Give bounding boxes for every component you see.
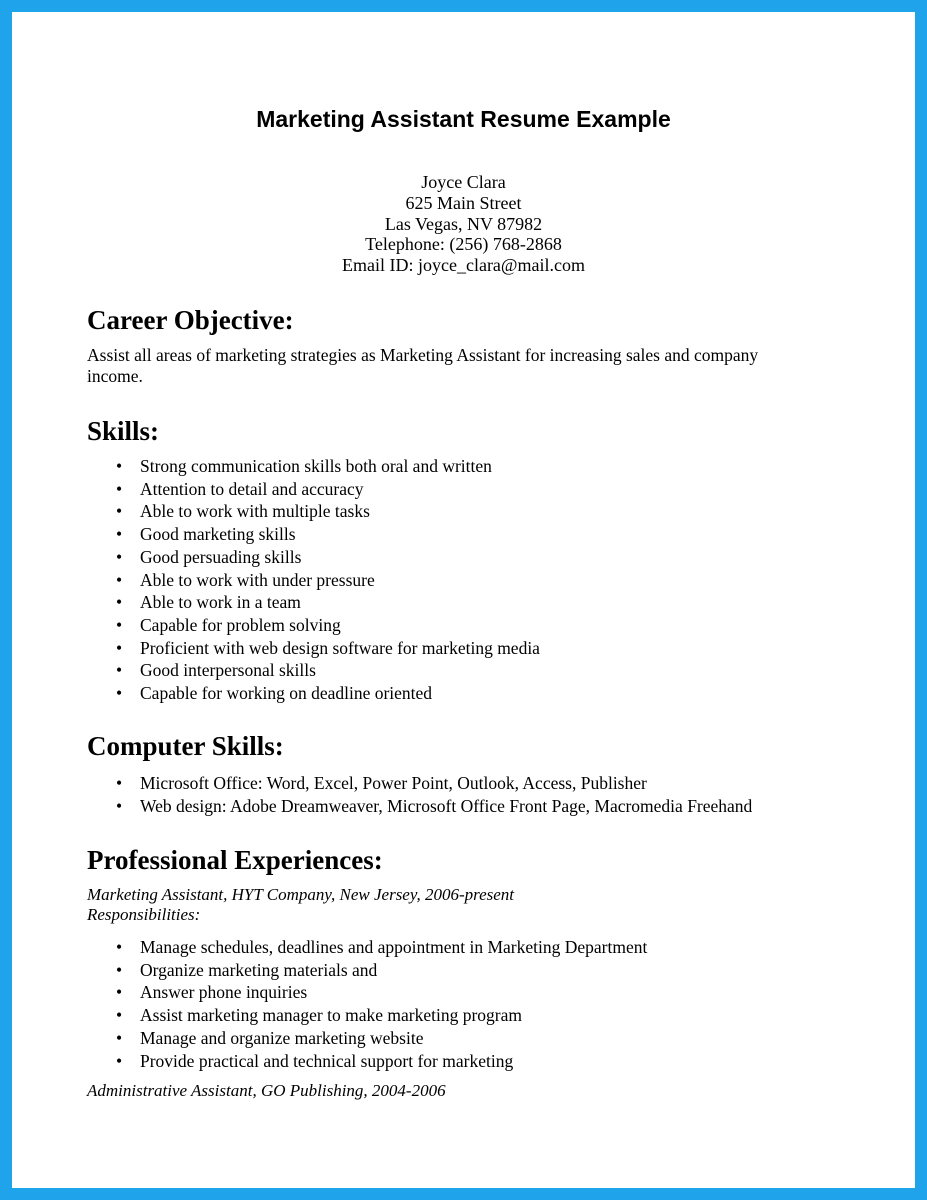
resume-title: Marketing Assistant Resume Example bbox=[256, 106, 671, 132]
computer-skill-item: • Microsoft Office: Word, Excel, Power Point, Outlook, Access, Publisher bbox=[87, 772, 752, 795]
responsibility-item: • Provide practical and technical support for marketing bbox=[87, 1050, 647, 1073]
contact-telephone: Telephone: (256) 768-2868 bbox=[365, 234, 562, 255]
skill-item: • Attention to detail and accuracy bbox=[87, 478, 540, 501]
skill-item: • Able to work with under pressure bbox=[87, 569, 540, 592]
career-objective-text: Assist all areas of marketing strategies as Marketing Assistant for increasing sales and company income. bbox=[87, 345, 759, 386]
skill-item: • Good interpersonal skills bbox=[87, 659, 540, 682]
contact-name: Joyce Clara bbox=[421, 172, 506, 192]
skill-item: • Able to work with multiple tasks bbox=[87, 500, 540, 523]
contact-street: 625 Main Street bbox=[405, 192, 522, 213]
job-title-1: Marketing Assistant, HYT Company, New Jersey, 2006-present bbox=[87, 885, 515, 904]
skills-heading: Skills: bbox=[87, 416, 160, 446]
career-objective-heading: Career Objective: bbox=[87, 305, 294, 335]
skill-item: • Capable for problem solving bbox=[87, 614, 540, 637]
contact-city: Las Vegas, NV 87982 bbox=[384, 213, 543, 234]
responsibilities-list bbox=[87, 936, 647, 1072]
skill-item: • Good persuading skills bbox=[87, 546, 540, 569]
skill-item: • Able to work in a team bbox=[87, 591, 540, 614]
responsibility-item: • Manage schedules, deadlines and appointment in Marketing Department bbox=[87, 936, 647, 959]
job-title-2: Administrative Assistant, GO Publishing, 2004-2006 bbox=[87, 1081, 446, 1100]
computer-skills-list bbox=[87, 772, 752, 817]
skill-item: • Strong communication skills both oral and written bbox=[87, 455, 540, 478]
contact-block bbox=[0, 172, 927, 276]
responsibility-item: • Manage and organize marketing website bbox=[87, 1027, 647, 1050]
experience-heading: Professional Experiences: bbox=[87, 845, 383, 875]
skill-item: • Good marketing skills bbox=[87, 523, 540, 546]
computer-skill-item: • Web design: Adobe Dreamweaver, Microsoft Office Front Page, Macromedia Freehand bbox=[87, 795, 752, 818]
responsibilities-label: Responsibilities: bbox=[87, 905, 201, 924]
responsibility-item: • Assist marketing manager to make marketing program bbox=[87, 1004, 647, 1027]
skill-item: • Proficient with web design software for marketing media bbox=[87, 637, 540, 660]
responsibility-item: • Answer phone inquiries bbox=[87, 981, 647, 1004]
contact-email: Email ID: joyce_clara@mail.com bbox=[342, 255, 585, 276]
skills-list bbox=[87, 455, 540, 705]
computer-skills-heading: Computer Skills: bbox=[87, 731, 284, 761]
responsibility-item: • Organize marketing materials and bbox=[87, 959, 647, 982]
skill-item: • Capable for working on deadline oriented bbox=[87, 682, 540, 705]
